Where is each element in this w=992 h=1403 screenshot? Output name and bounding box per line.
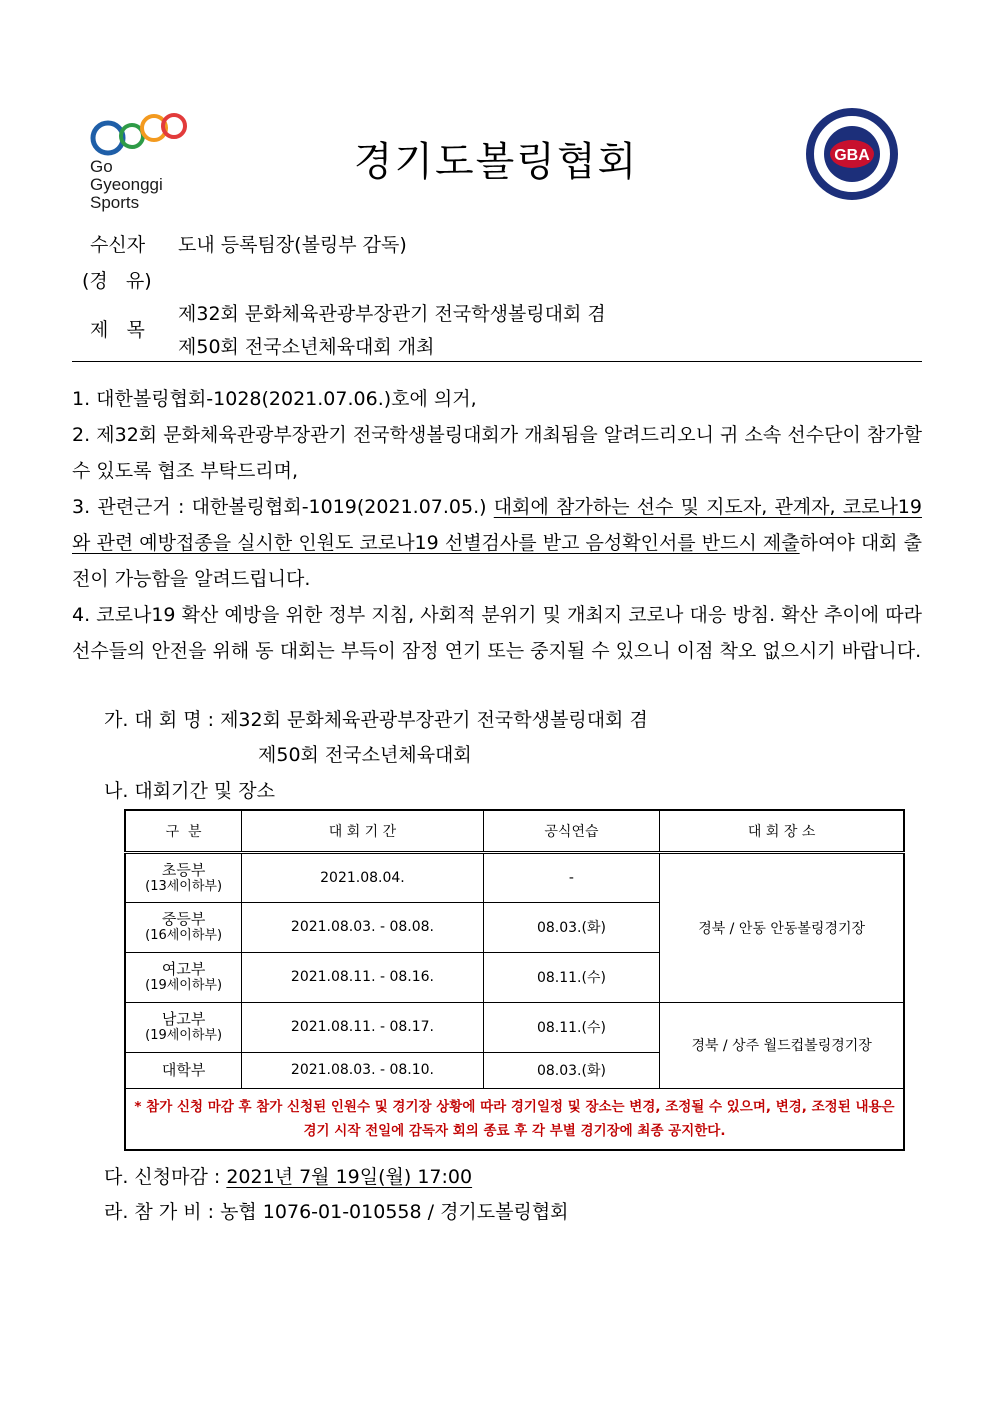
item-d-label: 라. 참 가 비 : (104, 1201, 221, 1223)
col-period: 대 회 기 간 (242, 810, 483, 852)
period-cell: 2021.08.03. - 08.08. (242, 902, 483, 952)
header-divider (72, 361, 922, 362)
via-label: (경 유) (82, 270, 152, 292)
page-title: 경기도볼링협회 (353, 139, 639, 185)
venue-cell: 경북 / 안동 안동볼링경기장 (660, 852, 904, 1002)
item-c-label: 다. 신청마감 : (104, 1166, 227, 1188)
subject-label: 제 목 (90, 319, 145, 341)
schedule-note: * 참가 신청 마감 후 참가 신청된 인원수 및 경기장 상황에 따라 경기일정 및 장소는 변경, 조정될 수 있으며, 변경, 조정된 내용은 경기 시작 전일에 감독자 회의 종료 후 각 부별 경기장에 최종 공지한다. (125, 1088, 904, 1150)
schedule-table (124, 809, 905, 1151)
item-a (104, 708, 648, 732)
paragraph-3-tail: 하여야 대회 출전이 가능함을 알려드립니다. (72, 532, 922, 590)
fee-account-value: 농협 1076-01-010558 / 경기도볼링협회 (220, 1201, 569, 1223)
practice-cell: 08.03.(화) (483, 902, 660, 952)
recipient-label: 수신자 (90, 234, 146, 256)
division-cell: 대학부 (125, 1052, 242, 1088)
gba-seal-logo (806, 108, 898, 200)
division-cell: 중등부 (16세이하부) (125, 902, 242, 952)
logo-wordmark: Go Gyeonggi Sports (90, 157, 163, 212)
paragraph-1: 1. 대한볼링협회-1028(2021.07.06.)호에 의거, (72, 388, 477, 410)
period-cell: 2021.08.03. - 08.10. (242, 1052, 483, 1088)
table-header-row (125, 810, 904, 852)
col-practice: 공식연습 (483, 810, 660, 852)
practice-cell: 08.11.(수) (483, 1002, 660, 1052)
item-b: 나. 대회기간 및 장소 (104, 780, 275, 802)
division-cell: 남고부 (19세이하부) (125, 1002, 242, 1052)
seal-ring-bottom: BOWLING ASSOCIATION (820, 168, 884, 191)
subject-line-1: 제32회 문화체육관광부장관기 전국학생볼링대회 겸 (178, 303, 606, 325)
deadline-value: 2021년 7월 19일(월) 17:00 (226, 1166, 473, 1188)
col-venue: 대 회 장 소 (660, 810, 904, 852)
seal-center: GBA (834, 147, 870, 164)
practice-cell: 08.11.(수) (483, 952, 660, 1002)
period-cell: 2021.08.11. - 08.17. (242, 1002, 483, 1052)
paragraph-3-emphasis: 대회에 참가하는 선수 및 지도자, 관계자, 코로나19와 관련 예방접종을 실시한 인원도 코로나19 선별검사를 받고 음성확인서를 반드시 제출 (72, 496, 922, 554)
item-a-value-2: 제50회 전국소년체육대회 (258, 744, 472, 766)
practice-cell: 08.03.(화) (483, 1052, 660, 1088)
item-d (104, 1200, 569, 1224)
col-division: 구 분 (125, 810, 242, 852)
division-cell: 초등부 (13세이하부) (125, 852, 242, 902)
seal-ring-top: GYEONGGI-DO (821, 114, 883, 136)
paragraph-2: 2. 제32회 문화체육관광부장관기 전국학생볼링대회가 개최됨을 알려드리오니 귀 소속 선수단이 참가할수 있도록 협조 부탁드리며, (72, 424, 922, 482)
paragraph-4: 4. 코로나19 확산 예방을 위한 정부 지침, 사회적 분위기 및 개최지 코로나 대응 방침. 확산 추이에 따라 선수들의 안전을 위해 동 대회는 부득이 잠정 연기 또는 중지될 수 있으니 이점 착오 없으시기 바랍니다. (72, 604, 922, 662)
practice-cell: - (483, 852, 660, 902)
period-cell: 2021.08.11. - 08.16. (242, 952, 483, 1002)
body-text (72, 381, 922, 669)
venue-cell: 경북 / 상주 월드컵볼링경기장 (660, 1002, 904, 1088)
table-row (125, 852, 904, 902)
table-row (125, 1002, 904, 1052)
item-a-label: 가. 대 회 명 : (104, 709, 221, 731)
period-cell: 2021.08.04. (242, 852, 483, 902)
table-note-row (125, 1088, 904, 1150)
item-c (104, 1165, 472, 1189)
paragraph-3 (72, 489, 922, 597)
subject-line-2: 제50회 전국소년체육대회 개최 (178, 336, 435, 358)
paragraph-3-intro: 3. 관련근거 : 대한볼링협회-1019(2021.07.05.) (72, 496, 494, 518)
item-a-value-1: 제32회 문화체육관광부장관기 전국학생볼링대회 겸 (220, 709, 648, 731)
recipient-value: 도내 등록팀장(볼링부 감독) (178, 234, 407, 256)
division-cell: 여고부 (19세이하부) (125, 952, 242, 1002)
